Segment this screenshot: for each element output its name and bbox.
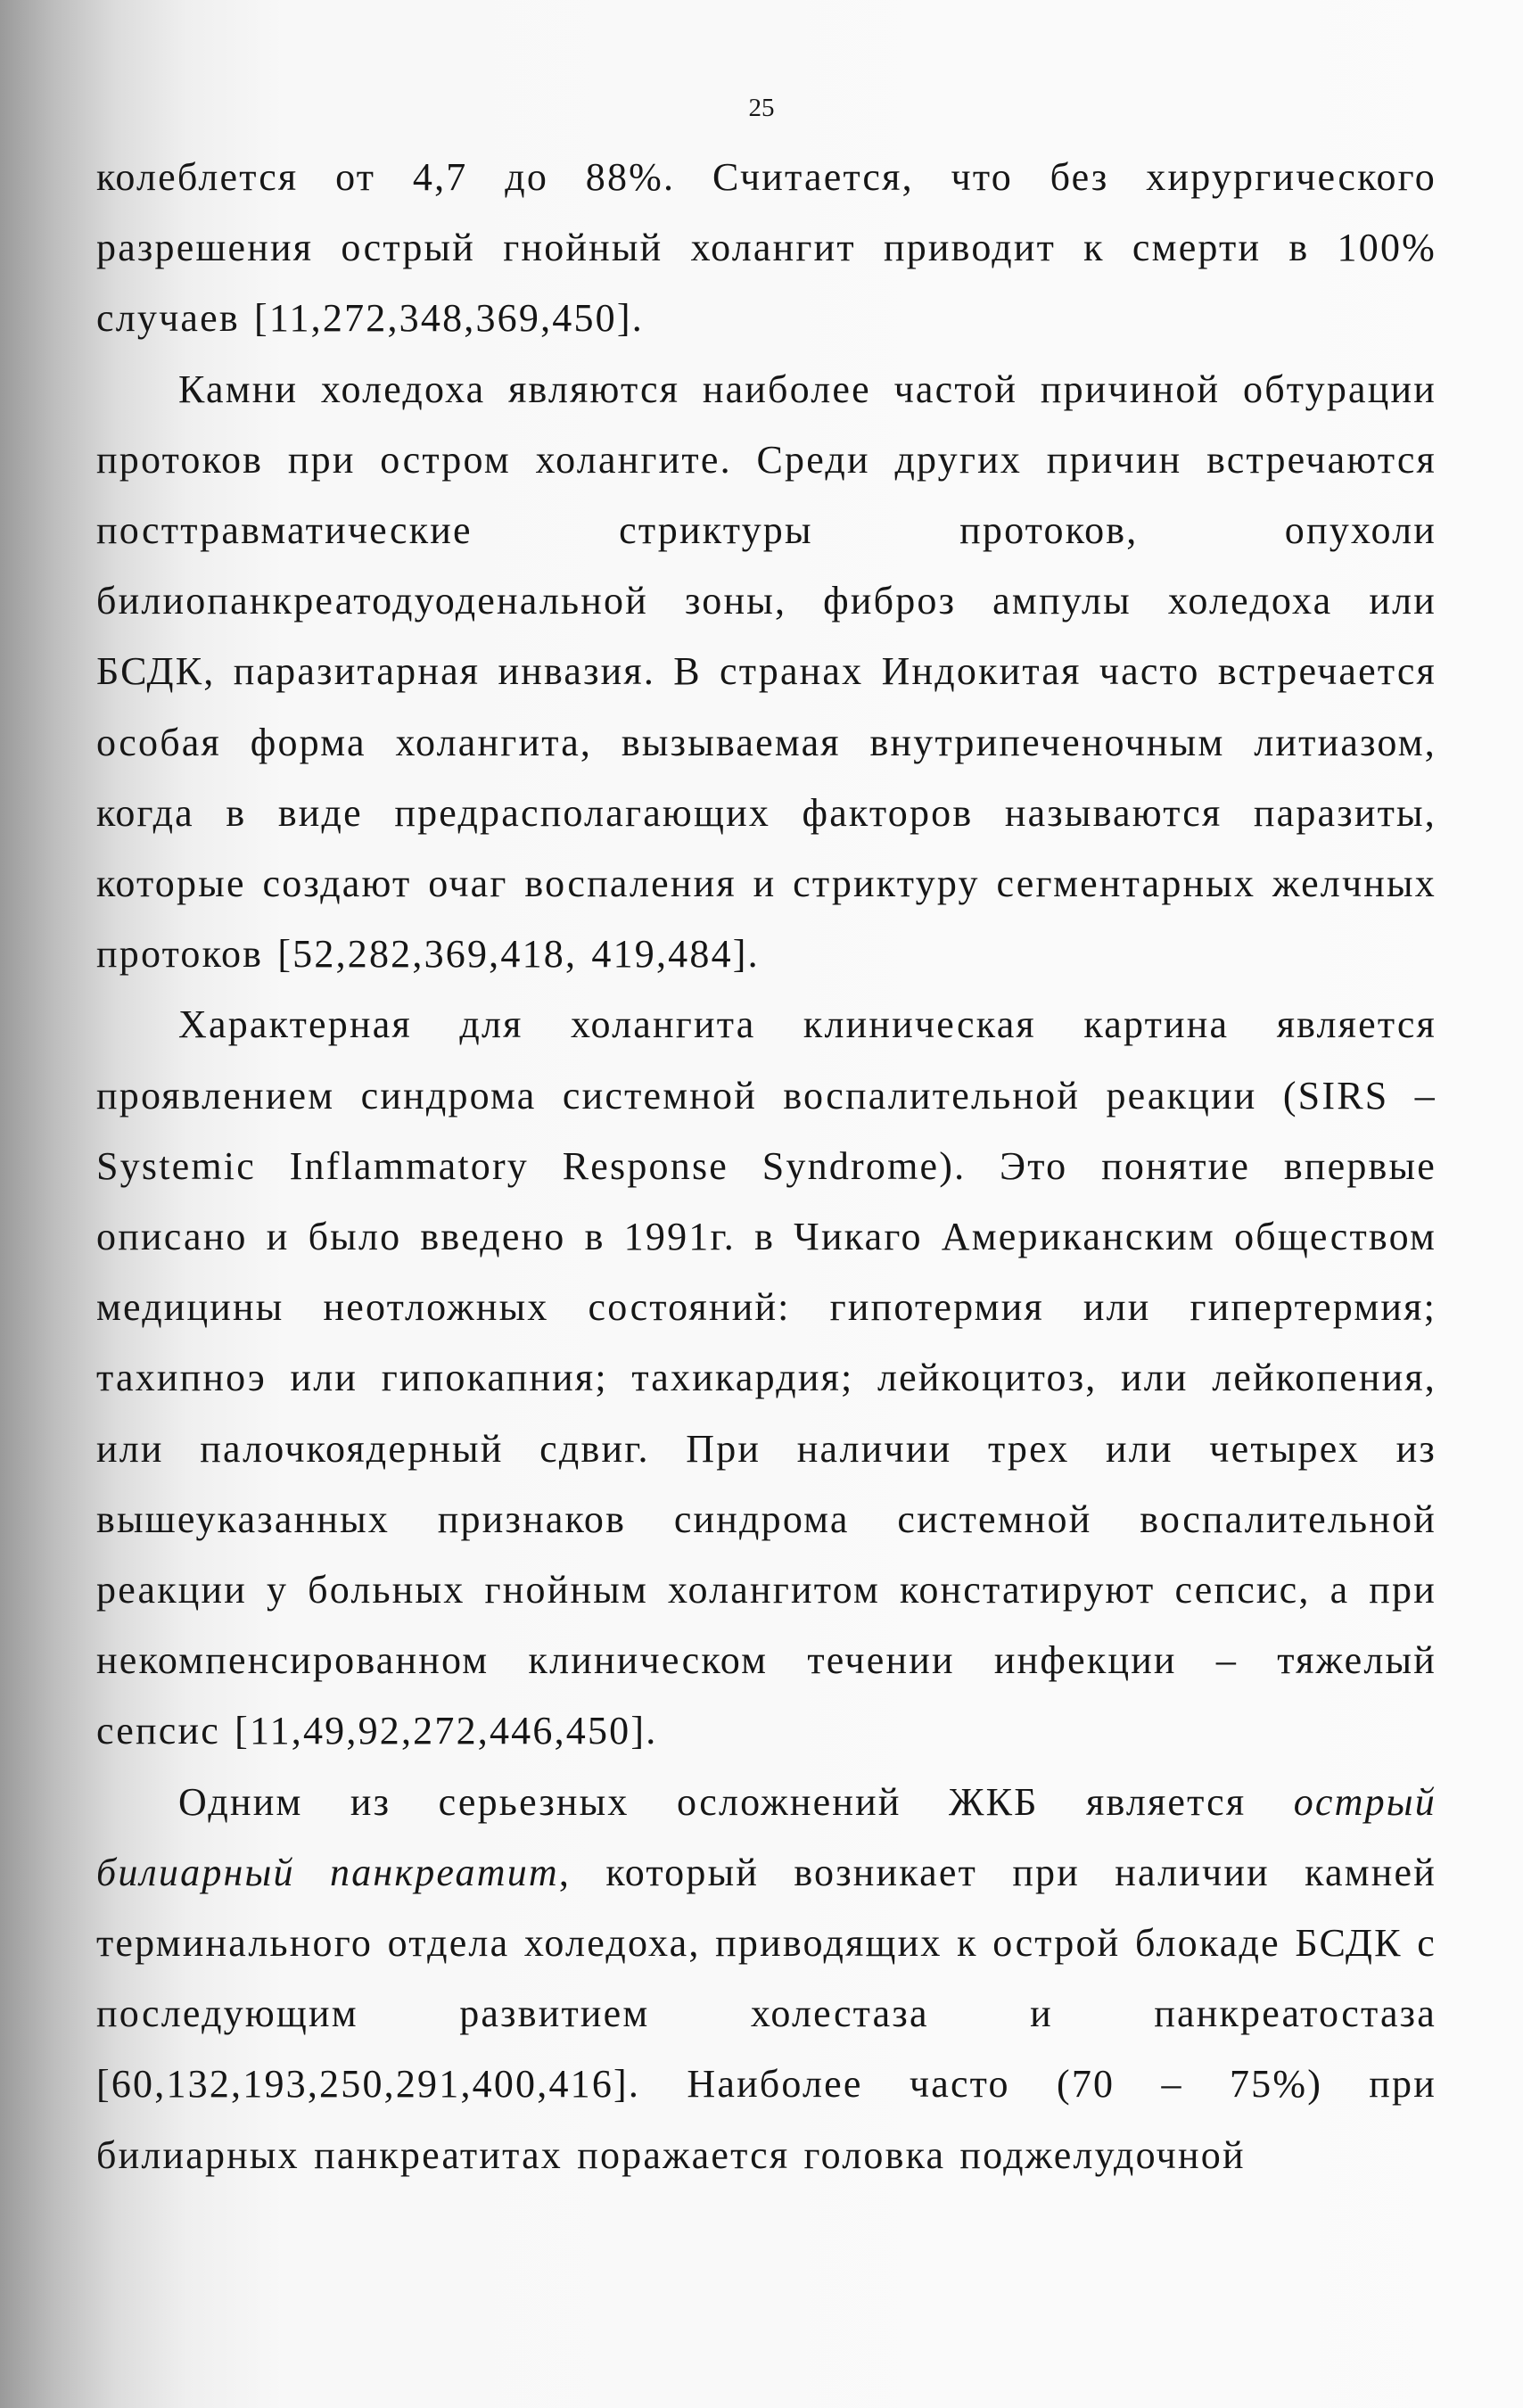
body-text: [96, 142, 1437, 2190]
paragraph-biliary-pancreatitis: [96, 1767, 1437, 2190]
italic-term: острый билиарный панкреатит: [96, 1779, 1437, 1894]
paragraph-continuation-text: , который возникает при наличии камней терминального отдела холедоха, приводящих к острой блокаде БСДК с последующим развитием холестаза и панкреатостаза [60,132,193,250,291,400,416]. Наиболее часто (70 – 75%) при билиарных панкреатитах поражается головка поджелудочной: [96, 1850, 1437, 2177]
page-number: 25: [748, 94, 775, 122]
paragraph-lead-text: Одним из серьезных осложнений ЖКБ является: [178, 1779, 1294, 1824]
paragraph-mortality: колеблется от 4,7 до 88%. Считается, что без хирургического разрешения острый гнойный холангит приводит к смерти в 100% случаев [11,272,348,369,450].: [96, 155, 1437, 341]
paragraph-sirs: Характерная для холангита клиническая картина является проявлением синдрома системной воспалительной реакции (SIRS – Systemic Inflammatory Response Syndrome). Это понятие впервые описано и было введено в 1991г. в Чикаго Американским обществом медицины неотложных состояний: гипотермия или гипертермия; тахипноэ или гипокапния; тахикардия; лейкоцитоз, или лейкопения, или палочкоядерный сдвиг. При наличии трех или четырех из вышеуказанных признаков синдрома системной воспалительной реакции у больных гнойным холангитом констатируют сепсис, а при некомпенсированном клиническом течении инфекции – тяжелый сепсис [11,49,92,272,446,450].: [96, 1002, 1437, 1753]
paragraph-obstruction-causes: Камни холедоха являются наиболее частой причиной обтурации протоков при остром холангите. Среди других причин встречаются посттравматические стриктуры протоков, опухоли билиопанкреатодуоденальной зоны, фиброз ампулы холедоха или БСДК, паразитарная инвазия. В странах Индокитая часто встречается особая форма холангита, вызываемая внутрипеченочным литиазом, когда в виде предрасполагающих факторов называются паразиты, которые создают очаг воспаления и стриктуру сегментарных желчных протоков [52,282,369,418, 419,484].: [96, 367, 1437, 977]
